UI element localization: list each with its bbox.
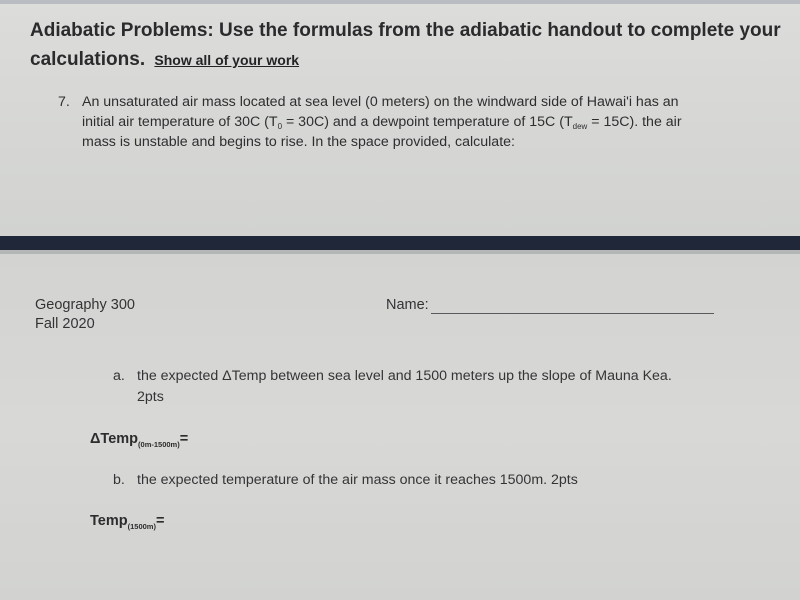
worksheet-title <box>30 16 790 75</box>
question-7 <box>58 92 768 152</box>
answer-a-field[interactable] <box>90 431 188 447</box>
title-text: Adiabatic Problems: Use the formulas from the adiabatic handout to complete your calculations. <box>30 20 781 70</box>
question-number: 7. <box>58 94 70 110</box>
part-a-text <box>137 366 733 408</box>
part-b-question: the expected temperature of the air mass once it reaches 1500m. 2pts <box>137 472 578 488</box>
part-a-points: 2pts <box>137 389 164 405</box>
part-a <box>113 366 733 408</box>
part-b-text <box>137 470 733 491</box>
show-work-note: Show all of your work <box>154 52 300 68</box>
answer-b-field[interactable] <box>90 513 164 529</box>
t0-subscript: 0 <box>277 122 283 131</box>
course-name: Geography 300 <box>35 297 135 313</box>
question-line-2b: = 30C) and a dewpoint temperature of 15C (T <box>282 114 573 130</box>
answer-a-subscript: (0m-1500m) <box>138 440 180 449</box>
part-a-letter: a. <box>113 368 125 384</box>
answer-b-equals: = <box>155 513 165 529</box>
question-line-3: mass is unstable and begins to rise. In the space provided, calculate: <box>82 134 515 150</box>
question-text <box>82 92 768 152</box>
answer-a-label: ΔTemp <box>90 431 139 447</box>
page-divider-bar <box>0 236 800 250</box>
name-field[interactable] <box>431 313 714 314</box>
course-info <box>35 296 135 334</box>
question-line-2a: initial air temperature of 30C (T <box>82 114 278 130</box>
name-label: Name: <box>386 297 429 313</box>
question-line-1: An unsaturated air mass located at sea level (0 meters) on the windward side of Hawai'i has an <box>82 94 679 110</box>
answer-a-equals: = <box>179 431 189 447</box>
question-line-2c: = 15C). the air <box>587 114 682 130</box>
part-a-question: the expected ΔTemp between sea level and 1500 meters up the slope of Mauna Kea. <box>137 368 672 384</box>
tdew-subscript: dew <box>572 122 588 131</box>
answer-b-label: Temp <box>90 513 128 529</box>
part-b-letter: b. <box>113 472 125 488</box>
part-b <box>113 470 733 491</box>
course-term: Fall 2020 <box>35 316 95 332</box>
answer-b-subscript: (1500m) <box>127 522 156 531</box>
